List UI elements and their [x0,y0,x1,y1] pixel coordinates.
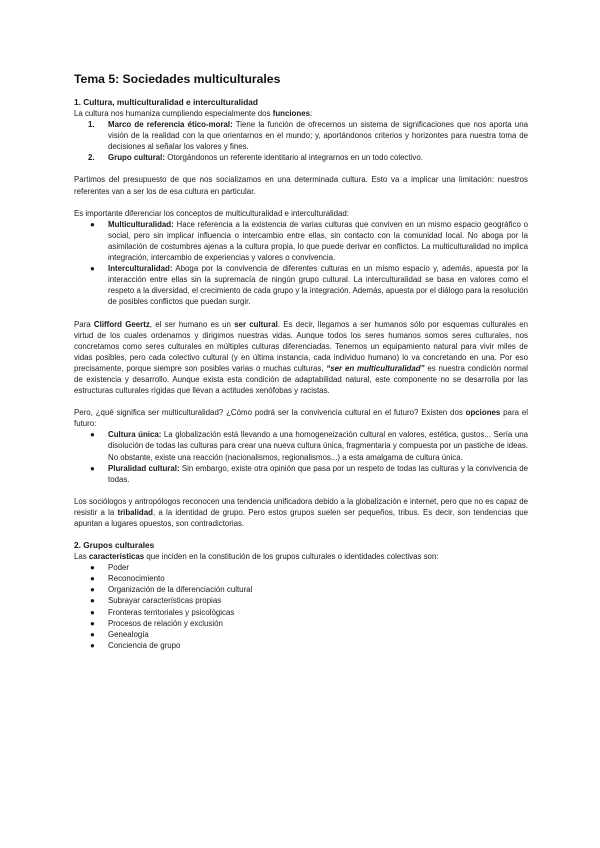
list-item: ● Interculturalidad: Aboga por la convivencia de diferentes culturas en un mismo espacio y, además, apuesta por la interacción entre ellas sin la supremacía de ningún grupo cultural. La interculturalidad se basa en valores como el respeto a la diversidad, el crecimiento de cada grupo y la integración. Además, apuesta por el diálogo para la resolución de posibles conflictos que puedan surgir. [90,264,528,307]
list-item: ● Subrayar características propias [90,596,222,606]
functions-list [74,119,528,163]
section-2-intro: Las características que inciden en la constitución de los grupos culturales o identidades colectivas son: [74,552,439,562]
list-item: ● Multiculturalidad: Hace referencia a la existencia de varias culturas que conviven en un mismo espacio geográfico o social, pero sin implicar influencia o intercambio entre ellas, sin contacto con la comunidad local. No aboga por la asimilación de costumbres ajenas a la cultura propia, lo que puede derivar en conflictos. La multiculturalidad no implica integración, intercambio de experiencias y valores o convivencia. [90,219,528,263]
list-item: ● Procesos de relación y exclusión [90,618,223,628]
concepts-list [74,219,528,308]
list-item: 1. Marco de referencia ético-moral: Tiene la función de ofrecernos un sistema de significaciones que nos aporta una visión de la realidad con la que orientarnos en el mundo; y, aportándonos criterios y horizontes para nuestra toma de decisiones al señalar los valores y fines. [88,120,528,152]
section-1-heading: 1. Cultura, multiculturalidad e interculturalidad [74,97,258,107]
list-item: ● Poder [90,563,130,573]
list-item: ● Reconocimiento [90,574,165,584]
list-item: ● Conciencia de grupo [90,640,181,650]
paragraph: Pero, ¿qué significa ser multiculturalidad? ¿Cómo podrá ser la convivencia cultural en el futuro? Existen dos opciones para el futuro: [74,408,528,429]
list-item: ● Genealogía [90,629,149,639]
characteristics-list [74,562,528,651]
section-1-intro: La cultura nos humaniza cumpliendo especialmente dos funciones: [74,109,313,118]
list-item: 2. Grupo cultural: Otorgándonos un referente identitario al integrarnos en un todo colectivo. [88,153,423,163]
document-page [74,72,528,651]
list-item: ● Pluralidad cultural: Sin embargo, existe otra opinión que pasa por un respeto de todas las culturas y la convivencia de todas. [90,463,528,484]
page-title: Tema 5: Sociedades multiculturales [74,72,281,86]
list-item: ● Cultura única: La globalización está llevando a una homogeneización cultural en valores, estética, gustos... Sería una disolución de todas las culturas para crear una nueva cultura única, fragmentaria y compuesta por un pastiche de ideas. No obstante, existe una reacción (nacionalismos, regionalismos...) a esta amalgama de cultura única. [90,430,528,462]
list-item: ● Organización de la diferenciación cultural [90,585,253,595]
section-2-heading: 2. Grupos culturales [74,540,155,551]
paragraph: Los sociólogos y antropólogos reconocen una tendencia unificadora debido a la globalización e internet, pero que no es capaz de resistir a la tribalidad, a la identidad de grupo. Pero estos grupos suelen ser pequeños, tribus. Es decir, son tendencias que apuntan a lugares opuestos, son contradictorias. [74,496,528,528]
list-item: ● Fronteras territoriales y psicológicas [90,607,235,617]
options-list [74,429,528,484]
paragraph: Para Clifford Geertz, el ser humano es un ser cultural. Es decir, llegamos a ser humanos sólo por esquemas culturales en virtud de los cuales ordenamos y dirigimos nuestras vidas. Aunque todos los seres humanos somos seres culturales, nos concretamos como seres culturales en múltiples culturas diferenciadas. Tenemos un equipamiento natural para vivir miles de vidas posibles, pero cada colectivo cultural (y en última instancia, cada individuo humano) lo va concretando en una. Por eso precisamente, porque siempre son posibles varias o muchas culturas, “ser en multiculturalidad” es nuestra condición normal de existencia y desarrollo. Aunque exista esta condición de adaptabilidad natural, este componente no se desarrolla por las estructuras culturales rígidas que llevan a actitudes xenófobas y racistas. [74,319,529,396]
paragraph: Es importante diferenciar los conceptos de multiculturalidad e interculturalidad: [74,208,350,218]
paragraph: Partimos del presupuesto de que nos socializamos en una determinada cultura. Esto va a implicar una limitación: nuestros referentes van a ser los de esa cultura en particular. [74,175,528,196]
